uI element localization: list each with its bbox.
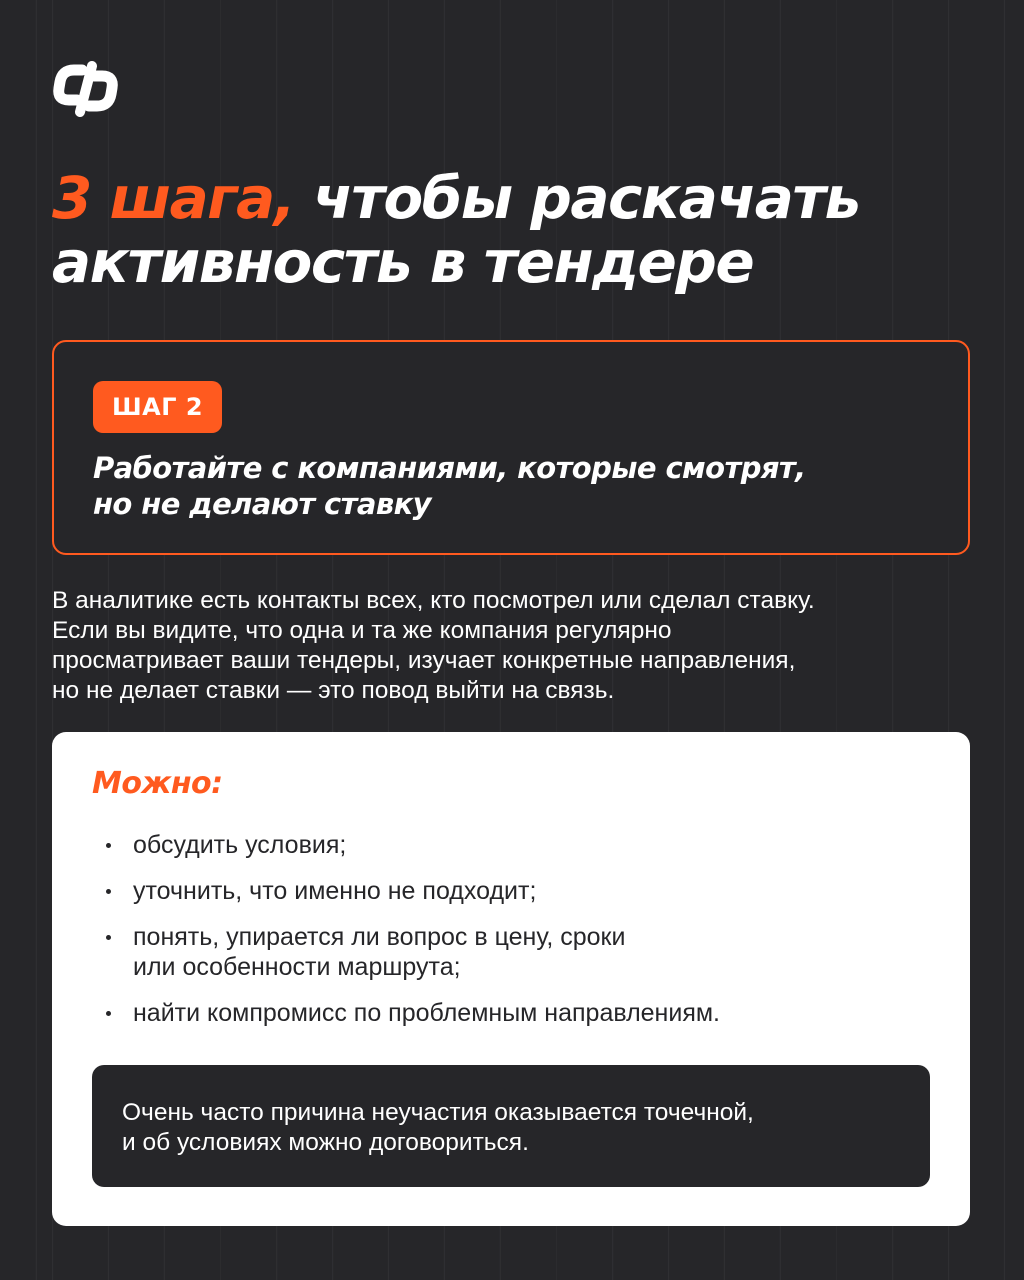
note-line: Очень часто причина неучастия оказывается точечной, xyxy=(122,1099,754,1126)
step-title xyxy=(93,450,933,522)
step-title-line2: но не делают ставку xyxy=(93,487,431,521)
page-title xyxy=(52,166,982,294)
note-box xyxy=(92,1065,930,1187)
step-badge: ШАГ 2 xyxy=(93,381,222,433)
bullet-icon xyxy=(106,935,111,940)
intro-paragraph xyxy=(52,586,992,706)
brand-logo-icon xyxy=(52,58,124,118)
list-item-text: обсудить условия; xyxy=(133,831,347,859)
headline-line2: активность в тендере xyxy=(52,228,754,296)
intro-line: просматривает ваши тендеры, изучает конкретные направления, xyxy=(52,647,796,674)
list-item xyxy=(106,922,926,982)
list-item-text: или особенности маршрута; xyxy=(133,953,461,981)
bullet-icon xyxy=(106,843,111,848)
list-item xyxy=(106,998,926,1028)
step-card xyxy=(52,340,970,555)
intro-line: Если вы видите, что одна и та же компания регулярно xyxy=(52,617,672,644)
list-item xyxy=(106,876,926,906)
note-text xyxy=(122,1098,900,1158)
list-item-text: найти компромисс по проблемным направлениям. xyxy=(133,999,720,1027)
list-item-text: уточнить, что именно не подходит; xyxy=(133,877,537,905)
note-line: и об условиях можно договориться. xyxy=(122,1129,529,1156)
options-list xyxy=(106,830,926,1044)
bullet-icon xyxy=(106,1011,111,1016)
intro-line: но не делает ставки — это повод выйти на связь. xyxy=(52,677,615,704)
headline-line1-rest: чтобы раскачать xyxy=(294,164,860,232)
step-title-line1: Работайте с компаниями, которые смотрят, xyxy=(93,451,806,485)
options-title: Можно: xyxy=(92,766,223,801)
intro-line: В аналитике есть контакты всех, кто посмотрел или сделал ставку. xyxy=(52,587,815,614)
list-item xyxy=(106,830,926,860)
bullet-icon xyxy=(106,889,111,894)
options-card xyxy=(52,732,970,1226)
headline-accent: 3 шага, xyxy=(52,164,295,232)
list-item-text: понять, упирается ли вопрос в цену, сроки xyxy=(133,923,626,951)
